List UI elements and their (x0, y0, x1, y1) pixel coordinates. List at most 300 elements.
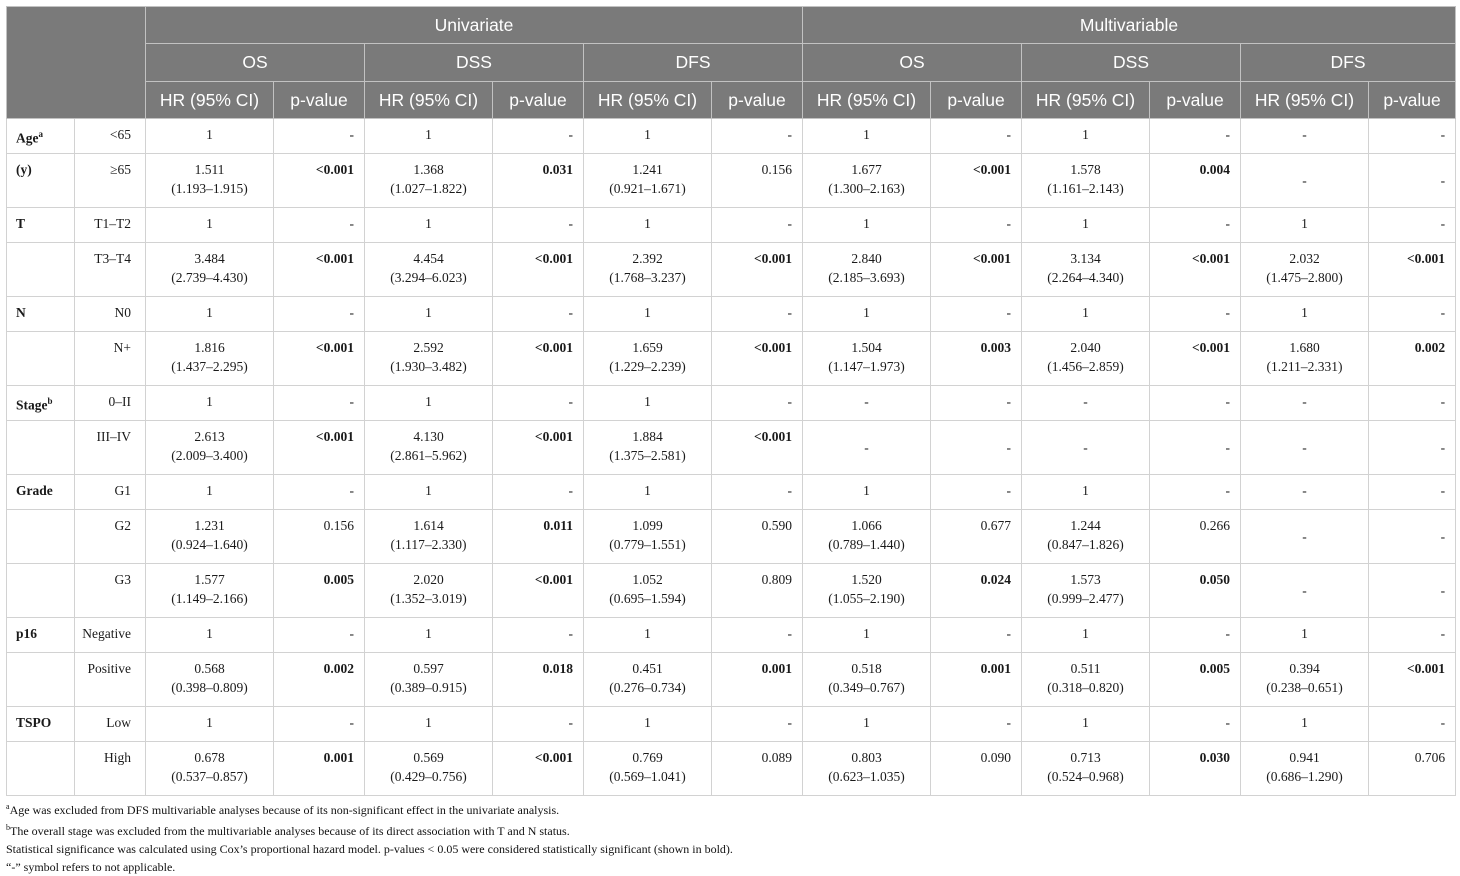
p-value-cell: <0.001 (1150, 332, 1241, 386)
p-value-cell: - (931, 386, 1022, 421)
hazard-ratio-value: 1 (425, 305, 432, 320)
hazard-ratio-cell (584, 243, 712, 297)
p-value-cell: - (712, 297, 803, 332)
hazard-ratio-value: 1.244 (1070, 518, 1101, 533)
header-p-value: p-value (931, 82, 1022, 119)
p-value-cell: - (274, 707, 365, 742)
confidence-interval: (0.921–1.671) (609, 181, 686, 196)
table-row (7, 742, 1456, 796)
p-value-cell: - (274, 386, 365, 421)
hazard-ratio-cell (146, 564, 274, 618)
p-value-cell: - (1150, 208, 1241, 243)
confidence-interval: (1.352–3.019) (390, 591, 467, 606)
p-value-cell: <0.001 (493, 564, 584, 618)
confidence-interval: (0.238–0.651) (1266, 680, 1343, 695)
header-hr-ci: HR (95% CI) (803, 82, 931, 119)
p-value-cell: - (712, 618, 803, 653)
header-hr-ci: HR (95% CI) (146, 82, 274, 119)
hazard-ratio-value: 2.840 (851, 251, 882, 266)
hazard-ratio-value: 1 (206, 626, 213, 641)
p-value-cell: - (931, 297, 1022, 332)
hazard-ratio-value: 4.454 (413, 251, 444, 266)
level-cell: III–IV (75, 421, 146, 475)
hazard-ratio-value: 1.677 (851, 162, 882, 177)
table-footnotes (6, 798, 1446, 876)
p-value-cell: - (493, 119, 584, 154)
variable-name: Stage (16, 397, 48, 413)
confidence-interval: (1.147–1.973) (828, 359, 905, 374)
confidence-interval: (0.789–1.440) (828, 537, 905, 552)
p-value-cell: - (493, 618, 584, 653)
hazard-ratio-value: 3.134 (1070, 251, 1101, 266)
header-endpoint: OS (803, 44, 1022, 82)
p-value-cell: <0.001 (493, 421, 584, 475)
hazard-ratio-cell (584, 421, 712, 475)
confidence-interval: (0.569–1.041) (609, 769, 686, 784)
table-row (7, 653, 1456, 707)
hazard-ratio-value: 1.680 (1289, 340, 1320, 355)
p-value-cell: - (712, 707, 803, 742)
hazard-ratio-cell (1022, 243, 1150, 297)
hazard-ratio-cell (365, 243, 493, 297)
p-value-cell: - (1369, 208, 1456, 243)
hazard-ratio-cell (365, 510, 493, 564)
hazard-ratio-value: 1 (644, 483, 651, 498)
hazard-ratio-value: 2.392 (632, 251, 663, 266)
level-cell: 0–II (75, 386, 146, 421)
hazard-ratio-value: 0.713 (1070, 750, 1101, 765)
variable-cell (7, 510, 75, 564)
p-value-cell: - (493, 386, 584, 421)
hazard-ratio-cell (1241, 386, 1369, 421)
variable-name: p16 (16, 626, 38, 641)
hazard-ratio-value: 3.484 (194, 251, 225, 266)
confidence-interval: (2.009–3.400) (171, 448, 248, 463)
hazard-ratio-value: 1.884 (632, 429, 663, 444)
table-row (7, 332, 1456, 386)
variable-cell (7, 421, 75, 475)
footnote (6, 840, 1446, 858)
p-value-cell: - (274, 208, 365, 243)
confidence-interval: (2.185–3.693) (828, 270, 905, 285)
p-value-cell: 0.030 (1150, 742, 1241, 796)
p-value-cell: 0.011 (493, 510, 584, 564)
hazard-ratio-value: - (1083, 394, 1088, 409)
hazard-ratio-value: 1 (206, 216, 213, 231)
hazard-ratio-cell (1241, 618, 1369, 653)
variable-name: Grade (16, 483, 53, 498)
hazard-ratio-value: 1 (425, 715, 432, 730)
hazard-ratio-value: 0.597 (413, 661, 444, 676)
confidence-interval: (0.389–0.915) (390, 680, 467, 695)
hazard-ratio-value: 2.613 (194, 429, 225, 444)
p-value-cell: - (1369, 475, 1456, 510)
hazard-ratio-value: 1 (644, 715, 651, 730)
confidence-interval: (1.117–2.330) (390, 537, 467, 552)
p-value-cell: - (493, 707, 584, 742)
level-cell: T3–T4 (75, 243, 146, 297)
variable-cell (7, 742, 75, 796)
p-value-cell: 0.004 (1150, 154, 1241, 208)
hazard-ratio-value: 1.099 (632, 518, 663, 533)
hazard-ratio-value: 1.614 (413, 518, 444, 533)
p-value-cell: - (1150, 475, 1241, 510)
p-value-cell: 0.809 (712, 564, 803, 618)
hazard-ratio-cell (1241, 332, 1369, 386)
hazard-ratio-cell (1241, 243, 1369, 297)
hazard-ratio-value: 1 (1082, 483, 1089, 498)
hazard-ratio-cell (1022, 297, 1150, 332)
confidence-interval: (1.211–2.331) (1266, 359, 1343, 374)
variable-name: TSPO (16, 715, 52, 730)
level-cell: Negative (75, 618, 146, 653)
hazard-ratio-cell (803, 742, 931, 796)
p-value-cell: - (1369, 119, 1456, 154)
variable-name: N (16, 305, 26, 320)
hazard-ratio-cell (1241, 421, 1369, 475)
hazard-ratio-value: 2.040 (1070, 340, 1101, 355)
header-hr-ci: HR (95% CI) (1241, 82, 1369, 119)
footnote-marker: b (6, 823, 10, 832)
hazard-ratio-value: 1 (206, 305, 213, 320)
level-cell: G3 (75, 564, 146, 618)
hazard-ratio-value: 1.659 (632, 340, 663, 355)
table-row (7, 475, 1456, 510)
p-value-cell: <0.001 (274, 421, 365, 475)
hazard-ratio-value: 1 (206, 394, 213, 409)
p-value-cell: - (931, 208, 1022, 243)
p-value-cell: 0.050 (1150, 564, 1241, 618)
hazard-ratio-cell (365, 154, 493, 208)
variable-cell (7, 243, 75, 297)
p-value-cell: - (1150, 119, 1241, 154)
p-value-cell: 0.001 (931, 653, 1022, 707)
p-value-cell: <0.001 (274, 332, 365, 386)
p-value-cell: 0.002 (1369, 332, 1456, 386)
level-cell: N+ (75, 332, 146, 386)
hazard-ratio-cell (803, 618, 931, 653)
variable-cell (7, 297, 75, 332)
hazard-ratio-table-container (6, 6, 1456, 796)
p-value-cell: - (493, 475, 584, 510)
hazard-ratio-value: 0.518 (851, 661, 882, 676)
p-value-cell: <0.001 (1369, 243, 1456, 297)
header-endpoint: DFS (584, 44, 803, 82)
level-cell: T1–T2 (75, 208, 146, 243)
p-value-cell: - (712, 119, 803, 154)
p-value-cell: 0.090 (931, 742, 1022, 796)
hazard-ratio-value: 1 (1082, 127, 1089, 142)
variable-cell (7, 154, 75, 208)
hazard-ratio-value: 2.020 (413, 572, 444, 587)
p-value-cell: 0.031 (493, 154, 584, 208)
hazard-ratio-value: 1 (863, 127, 870, 142)
header-p-value: p-value (1150, 82, 1241, 119)
hazard-ratio-value: 1 (863, 483, 870, 498)
hazard-ratio-value: 0.941 (1289, 750, 1320, 765)
footnote-marker: a (38, 129, 43, 139)
level-cell: ≥65 (75, 154, 146, 208)
hazard-ratio-cell (584, 742, 712, 796)
hazard-ratio-cell (1241, 742, 1369, 796)
hazard-ratio-value: 0.511 (1070, 661, 1101, 676)
table-row (7, 707, 1456, 742)
p-value-cell: <0.001 (712, 332, 803, 386)
hazard-ratio-value: 1 (1082, 626, 1089, 641)
confidence-interval: (2.739–4.430) (171, 270, 248, 285)
p-value-cell: <0.001 (931, 154, 1022, 208)
footnote (6, 798, 1446, 819)
hazard-ratio-value: 4.130 (413, 429, 444, 444)
hazard-ratio-cell (365, 564, 493, 618)
p-value-cell: - (931, 475, 1022, 510)
hazard-ratio-value: 1.578 (1070, 162, 1101, 177)
variable-name: T (16, 216, 26, 231)
p-value-cell: 0.001 (712, 653, 803, 707)
footnote-text: The overall stage was excluded from the multivariable analyses because of its direct association with T and N status. (10, 824, 570, 838)
hazard-ratio-cell (1241, 297, 1369, 332)
table-body (7, 119, 1456, 796)
hazard-ratio-value: - (1302, 583, 1307, 598)
p-value-cell: 0.005 (1150, 653, 1241, 707)
hazard-ratio-cell (1022, 742, 1150, 796)
confidence-interval: (0.623–1.035) (828, 769, 905, 784)
confidence-interval: (1.055–2.190) (828, 591, 905, 606)
variable-cell (7, 618, 75, 653)
level-cell: N0 (75, 297, 146, 332)
hazard-ratio-cell (1241, 707, 1369, 742)
hazard-ratio-value: 1.052 (632, 572, 663, 587)
p-value-cell: - (1369, 297, 1456, 332)
hazard-ratio-cell (803, 510, 931, 564)
variable-cell (7, 386, 75, 421)
header-endpoint: OS (146, 44, 365, 82)
hazard-ratio-value: 1.520 (851, 572, 882, 587)
header-p-value: p-value (712, 82, 803, 119)
hazard-ratio-value: - (1083, 440, 1088, 455)
hazard-ratio-cell (365, 208, 493, 243)
footnote-marker: a (6, 802, 10, 811)
hazard-ratio-cell (1022, 510, 1150, 564)
hazard-ratio-cell (1241, 119, 1369, 154)
hazard-ratio-cell (803, 475, 931, 510)
p-value-cell: - (1150, 421, 1241, 475)
variable-cell (7, 707, 75, 742)
hazard-ratio-value: 2.032 (1289, 251, 1320, 266)
confidence-interval: (0.276–0.734) (609, 680, 686, 695)
hazard-ratio-cell (584, 297, 712, 332)
hazard-ratio-value: 1.066 (851, 518, 882, 533)
hazard-ratio-cell (146, 119, 274, 154)
level-cell: <65 (75, 119, 146, 154)
hazard-ratio-value: 1 (425, 394, 432, 409)
hazard-ratio-value: - (864, 440, 869, 455)
header-corner (7, 7, 146, 119)
header-endpoint: DSS (365, 44, 584, 82)
hazard-ratio-value: 0.569 (413, 750, 444, 765)
hazard-ratio-cell (584, 510, 712, 564)
hazard-ratio-value: - (1302, 529, 1307, 544)
p-value-cell: 0.005 (274, 564, 365, 618)
header-p-value: p-value (1369, 82, 1456, 119)
hazard-ratio-value: 1 (644, 394, 651, 409)
hazard-ratio-cell (1241, 564, 1369, 618)
hazard-ratio-cell (1022, 653, 1150, 707)
table-row (7, 618, 1456, 653)
hazard-ratio-cell (1022, 475, 1150, 510)
p-value-cell: 0.089 (712, 742, 803, 796)
hazard-ratio-cell (1022, 421, 1150, 475)
hazard-ratio-cell (1022, 386, 1150, 421)
hazard-ratio-cell (584, 119, 712, 154)
table-row (7, 564, 1456, 618)
hazard-ratio-cell (584, 332, 712, 386)
hazard-ratio-value: 1 (1301, 715, 1308, 730)
p-value-cell: <0.001 (493, 243, 584, 297)
confidence-interval: (1.456–2.859) (1047, 359, 1124, 374)
hazard-ratio-value: 1 (425, 127, 432, 142)
p-value-cell: - (1150, 386, 1241, 421)
hazard-ratio-value: 1 (863, 305, 870, 320)
hazard-ratio-value: 1 (644, 127, 651, 142)
p-value-cell: 0.024 (931, 564, 1022, 618)
hazard-ratio-value: 0.568 (194, 661, 225, 676)
confidence-interval: (1.027–1.822) (390, 181, 467, 196)
hazard-ratio-value: 1 (425, 626, 432, 641)
hazard-ratio-cell (146, 154, 274, 208)
hazard-ratio-value: - (864, 394, 869, 409)
hazard-ratio-cell (1022, 707, 1150, 742)
p-value-cell: <0.001 (1369, 653, 1456, 707)
p-value-cell: <0.001 (493, 332, 584, 386)
p-value-cell: <0.001 (712, 243, 803, 297)
hazard-ratio-cell (1241, 510, 1369, 564)
confidence-interval: (0.686–1.290) (1266, 769, 1343, 784)
hazard-ratio-cell (146, 208, 274, 243)
hazard-ratio-value: 1 (206, 483, 213, 498)
hazard-ratio-value: 1 (1082, 305, 1089, 320)
p-value-cell: - (274, 297, 365, 332)
level-cell: Low (75, 707, 146, 742)
p-value-cell: - (931, 707, 1022, 742)
hazard-ratio-value: 1 (644, 305, 651, 320)
hazard-ratio-cell (584, 653, 712, 707)
hazard-ratio-value: 0.394 (1289, 661, 1320, 676)
hazard-ratio-value: 1 (1301, 216, 1308, 231)
hazard-ratio-cell (146, 707, 274, 742)
table-header (7, 7, 1456, 119)
confidence-interval: (3.294–6.023) (390, 270, 467, 285)
hazard-ratio-cell (803, 154, 931, 208)
p-value-cell: - (1369, 386, 1456, 421)
hazard-ratio-cell (365, 119, 493, 154)
confidence-interval: (0.349–0.767) (828, 680, 905, 695)
hazard-ratio-cell (803, 707, 931, 742)
variable-cell (7, 332, 75, 386)
confidence-interval: (2.264–4.340) (1047, 270, 1124, 285)
p-value-cell: <0.001 (274, 243, 365, 297)
header-hr-ci: HR (95% CI) (365, 82, 493, 119)
hazard-ratio-value: 1 (1301, 626, 1308, 641)
table-row (7, 421, 1456, 475)
hazard-ratio-value: 1 (1082, 715, 1089, 730)
subheader-row (7, 82, 1456, 119)
hazard-ratio-cell (146, 653, 274, 707)
confidence-interval: (0.429–0.756) (390, 769, 467, 784)
p-value-cell: 0.706 (1369, 742, 1456, 796)
table-row (7, 510, 1456, 564)
hazard-ratio-table (6, 6, 1456, 796)
hazard-ratio-value: 1.573 (1070, 572, 1101, 587)
variable-name: (y) (16, 162, 32, 177)
p-value-cell: - (712, 386, 803, 421)
confidence-interval: (1.375–2.581) (609, 448, 686, 463)
hazard-ratio-value: - (1302, 483, 1307, 498)
hazard-ratio-cell (146, 618, 274, 653)
p-value-cell: 0.266 (1150, 510, 1241, 564)
footnote-text: Age was excluded from DFS multivariable analyses because of its non-significant effect in the univariate analysis. (9, 803, 560, 817)
p-value-cell: 0.002 (274, 653, 365, 707)
hazard-ratio-cell (146, 332, 274, 386)
hazard-ratio-cell (803, 243, 931, 297)
variable-cell (7, 653, 75, 707)
p-value-cell: - (1369, 510, 1456, 564)
hazard-ratio-cell (146, 742, 274, 796)
p-value-cell: 0.018 (493, 653, 584, 707)
level-cell: High (75, 742, 146, 796)
p-value-cell: <0.001 (1150, 243, 1241, 297)
p-value-cell: - (493, 208, 584, 243)
confidence-interval: (1.193–1.915) (171, 181, 248, 196)
confidence-interval: (1.437–2.295) (171, 359, 248, 374)
p-value-cell: 0.590 (712, 510, 803, 564)
p-value-cell: - (274, 618, 365, 653)
hazard-ratio-value: 2.592 (413, 340, 444, 355)
hazard-ratio-cell (803, 297, 931, 332)
p-value-cell: - (493, 297, 584, 332)
hazard-ratio-value: 1.368 (413, 162, 444, 177)
confidence-interval: (0.924–1.640) (171, 537, 248, 552)
hazard-ratio-value: 1 (206, 715, 213, 730)
hazard-ratio-cell (365, 707, 493, 742)
p-value-cell: <0.001 (931, 243, 1022, 297)
confidence-interval: (1.229–2.239) (609, 359, 686, 374)
p-value-cell: - (1369, 618, 1456, 653)
table-row (7, 119, 1456, 154)
hazard-ratio-cell (584, 154, 712, 208)
footnote-text: Statistical significance was calculated using Cox’s proportional hazard model. p-values < 0.05 were considered statistically significant (shown in bold). (6, 842, 733, 856)
footnote-text: “-” symbol refers to not applicable. (6, 860, 176, 874)
p-value-cell: - (1369, 564, 1456, 618)
hazard-ratio-value: 1 (425, 216, 432, 231)
hazard-ratio-cell (146, 243, 274, 297)
hazard-ratio-cell (146, 297, 274, 332)
footnote-marker: b (47, 396, 53, 406)
hazard-ratio-value: - (1302, 127, 1307, 142)
p-value-cell: - (931, 421, 1022, 475)
hazard-ratio-value: 1.511 (194, 162, 225, 177)
variable-cell (7, 119, 75, 154)
hazard-ratio-value: 0.769 (632, 750, 663, 765)
footnote (6, 858, 1446, 876)
hazard-ratio-value: 1 (1301, 305, 1308, 320)
hazard-ratio-cell (803, 208, 931, 243)
hazard-ratio-value: 1.577 (194, 572, 225, 587)
hazard-ratio-cell (1022, 208, 1150, 243)
level-cell: Positive (75, 653, 146, 707)
table-row (7, 297, 1456, 332)
level-cell: G2 (75, 510, 146, 564)
